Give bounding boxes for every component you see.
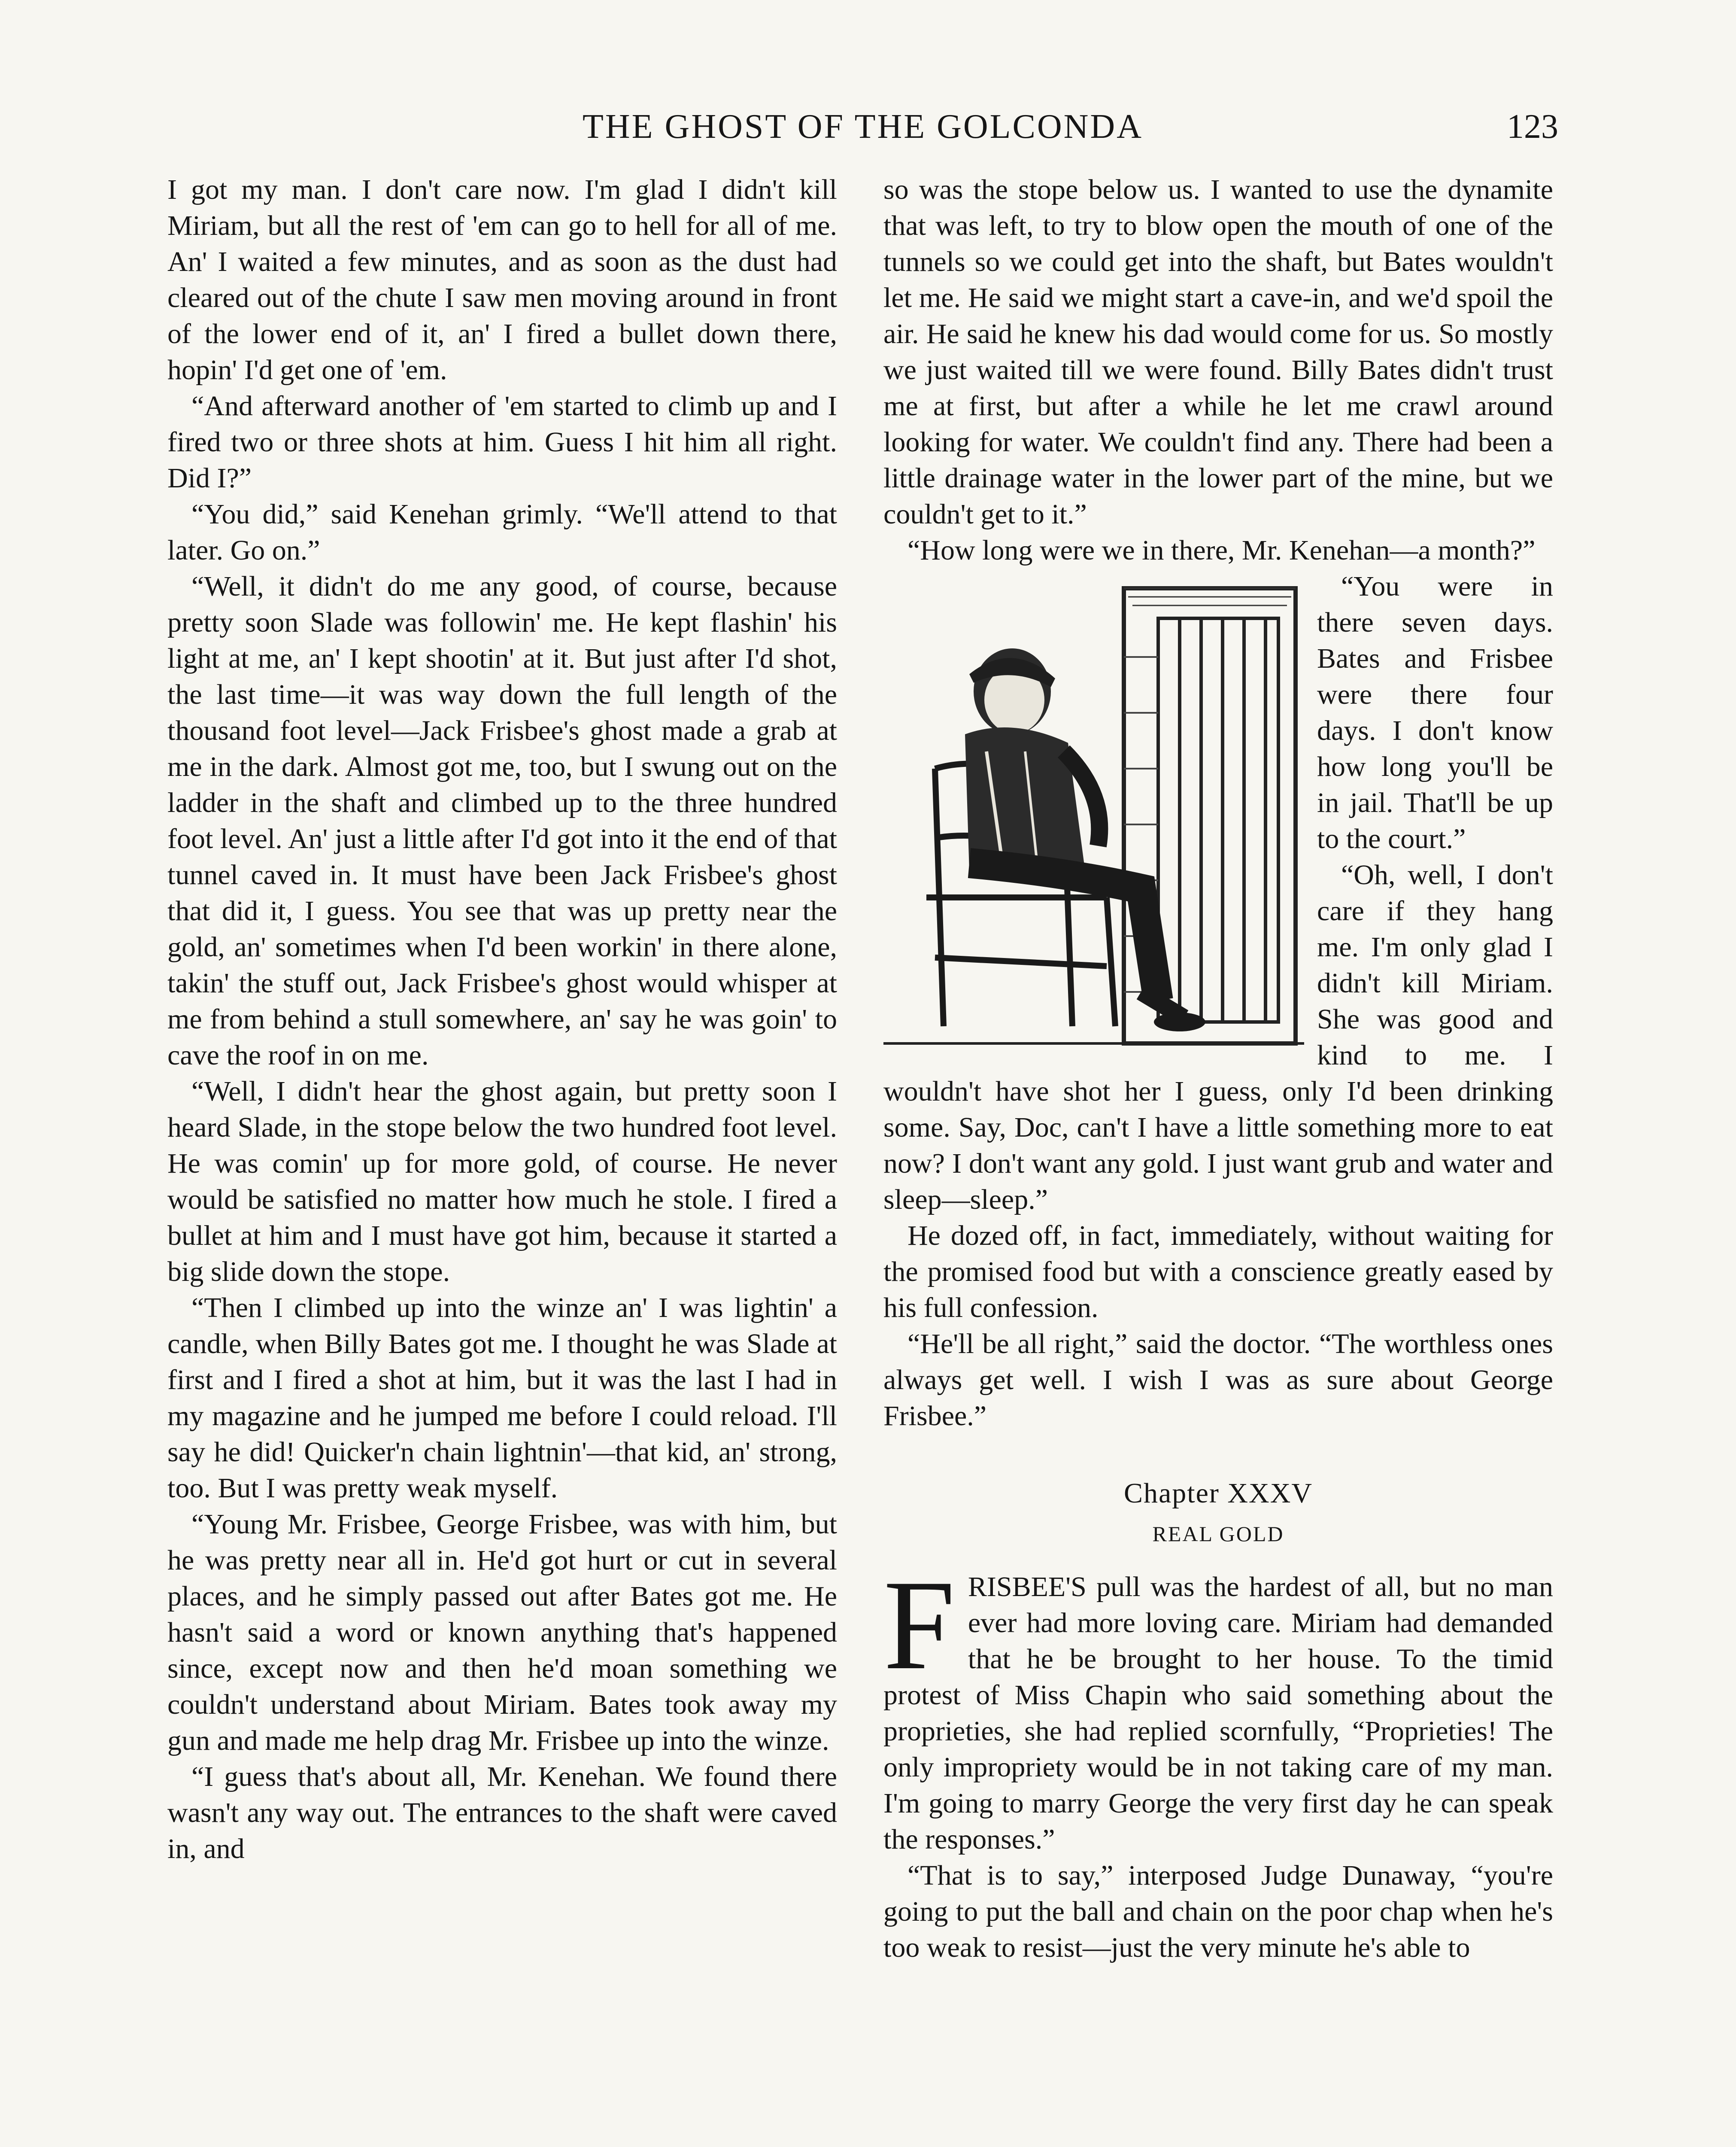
- paragraph: “Well, it didn't do me any good, of course, because pretty soon Slade was followin' me. He kept flashin' his light at me, an' I kept shootin' at it. But just after I'd shot, the last time—it was way down the full length of the thousand foot level—Jack Frisbee's ghost made a grab at me in the dark. Almost got me, too, but I swung out on the ladder in the shaft and climbed up to the three hundred foot level. An' just a little after I'd got into it the end of that tunnel caved in. It must have been Jack Frisbee's ghost that did it, I guess. You see that was up pretty near the gold, an' sometimes when I'd been workin' in there alone, takin' the stuff out, Jack Frisbee's ghost would whisper at me from behind a stull somewhere, an' say he was goin' to cave the roof in on me.: [167, 571, 837, 1071]
- paragraph: “I guess that's about all, Mr. Kenehan. We found there wasn't any way out. The entrances to the shaft were caved in, and: [167, 1761, 837, 1864]
- paragraph: “Young Mr. Frisbee, George Frisbee, was with him, but he was pretty near all in. He'd got hurt or cut in several places, and he simply passed out after Bates got me. He hasn't said a word or known anything that's happened since, except now and then he'd moan something we couldn't understand about Miriam. Bates took away my gun and made me help drag Mr. Frisbee up into the winze.: [167, 1508, 837, 1756]
- paragraph: “That is to say,” interposed Judge Dunaway, “you're going to put the ball and chain on the poor chap when he's too weak to resist—just the very minute he's able to: [883, 1860, 1553, 1963]
- chapter-first-paragraph: [883, 1554, 1553, 1858]
- page-number: 123: [1507, 108, 1558, 146]
- paragraph: “Well, I didn't hear the ghost again, but pretty soon I heard Slade, in the stope below the two hundred foot level. He was comin' up for more gold, of course. He never would be satisfied no matter how much he stole. I fired a bullet at him and I must have got him, because it started a big slide down the stope.: [167, 1076, 837, 1287]
- chapter-first-paragraph-text: RISBEE'S pull was the hardest of all, but no man ever had more loving care. Miriam had demanded that he be brought to her house. To the timid protest of Miss Chapin who said something about the proprieties, she had replied scornfully, “Proprieties! The only impropriety would be in not taking care of my man. I'm going to marry George the very first day he can speak the responses.”: [883, 1571, 1553, 1855]
- paragraph: “You were in there seven days. Bates and Frisbee were there four days. I don't know how long you'll be in jail. That'll be up to the court.”: [1317, 571, 1553, 855]
- illustration-man-in-chair: [883, 571, 1304, 1061]
- paragraph: “Then I climbed up into the winze an' I was lightin' a candle, when Billy Bates got me. I thought he was Slade at first and I fired a shot at him, but it was the last I had in my magazine and he jumped me before I could reload. I'll say he did! Quicker'n chain lightnin'—that kid, an' strong, too. But I was pretty weak myself.: [167, 1292, 837, 1504]
- illustration-drawing: [883, 571, 1304, 1061]
- paragraph: so was the stope below us. I wanted to use the dynamite that was left, to try to blow open the mouth of one of the tunnels so we could get into the shaft, but Bates wouldn't let me. He said we might start a cave-in, and we'd spoil the air. He said he knew his dad would come for us. So mostly we just waited till we were found. Billy Bates didn't trust me at first, but after a while he let me crawl around looking for water. We couldn't find any. There had been a little drainage water in the lower part of the mine, but we couldn't get to it.”: [883, 174, 1553, 530]
- left-column: [167, 172, 837, 1867]
- drop-cap: F: [883, 1554, 955, 1696]
- chapter-subtitle: REAL GOLD: [1152, 1522, 1284, 1546]
- paragraph: “And afterward another of 'em started to climb up and I fired two or three shots at him. Guess I hit him all right. Did I?”: [167, 390, 837, 494]
- paragraph: I got my man. I don't care now. I'm glad I didn't kill Miriam, but all the rest of 'em can go to hell for all of me. An' I waited a few minutes, and as soon as the dust had cleared out of the chute I saw men moving around in front of the lower end of it, an' I fired a bullet down there, hopin' I'd get one of 'em.: [167, 174, 837, 386]
- right-column: [883, 172, 1553, 1966]
- paragraph: He dozed off, in fact, immediately, without waiting for the promised food but with a conscience greatly eased by his full confession.: [883, 1220, 1553, 1323]
- chapter-heading: Chapter XXXV: [1123, 1478, 1313, 1509]
- running-head-title: THE GHOST OF THE GOLCONDA: [583, 108, 1143, 146]
- paragraph: “He'll be all right,” said the doctor. “The worthless ones always get well. I wish I was as sure about George Frisbee.”: [883, 1328, 1553, 1432]
- running-header: [167, 107, 1558, 159]
- paragraph: “How long were we in there, Mr. Kenehan—a month?”: [907, 535, 1536, 566]
- paragraph: “Oh, well, I don't care if they hang me. I'm only glad I didn't kill Miriam. She was good and kind to me. I wouldn't have shot her I guess, only I'd been drinking some. Say, Doc, can't I have a little something more to eat now? I don't want any gold. I just want grub and water and sleep—sleep.”: [883, 859, 1553, 1215]
- paragraph: “You did,” said Kenehan grimly. “We'll attend to that later. Go on.”: [167, 499, 837, 566]
